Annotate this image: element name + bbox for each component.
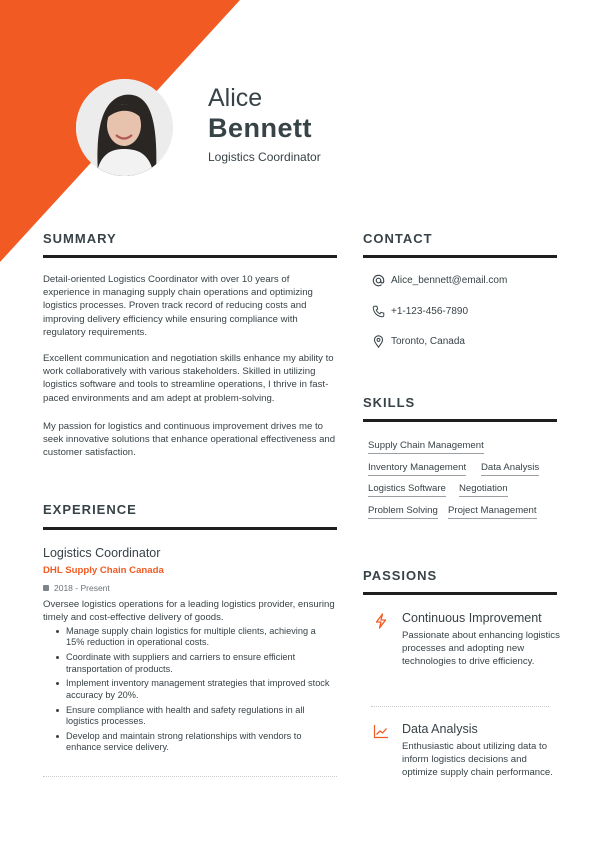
contact-location xyxy=(371,334,465,348)
experience-role: Logistics Coordinator xyxy=(43,546,161,560)
list-item: Ensure compliance with health and safety regulations in all logistics processes. xyxy=(56,705,332,728)
summary-rule xyxy=(43,255,337,258)
summary-heading: SUMMARY xyxy=(43,231,117,246)
contact-heading: CONTACT xyxy=(363,231,433,246)
contact-location-text: Toronto, Canada xyxy=(391,335,465,347)
list-item: Implement inventory management strategies that improved stock accuracy by 20%. xyxy=(56,678,332,701)
contact-phone xyxy=(371,304,468,318)
skill-tag: Data Analysis xyxy=(481,462,539,476)
summary-paragraph-2: Excellent communication and negotiation skills enhance my ability to work collaboratively with various stakeholders. Skilled in utilizing logistics software and tools to streamline operations, I thrive in fast-paced environments and am adept at problem-solving. xyxy=(43,353,334,404)
experience-bullets xyxy=(56,626,332,757)
passion-divider xyxy=(371,706,549,707)
experience-heading: EXPERIENCE xyxy=(43,502,137,517)
list-item: Develop and maintain strong relationships with vendors to enhance service delivery. xyxy=(56,731,332,754)
phone-icon xyxy=(371,304,385,318)
experience-dates xyxy=(43,583,110,593)
contact-email xyxy=(371,273,507,287)
passions-rule xyxy=(363,592,557,595)
skill-tag: Project Management xyxy=(448,505,537,519)
passion-description-1: Passionate about enhancing logistics processes and adopting new technologies to drive efficiency. xyxy=(402,630,560,668)
location-pin-icon xyxy=(371,334,385,348)
experience-summary: Oversee logistics operations for a leading logistics provider, ensuring timely and cost-effective delivery of goods. xyxy=(43,599,335,623)
list-item: Coordinate with suppliers and carriers to ensure efficient transportation of products. xyxy=(56,652,332,675)
avatar xyxy=(76,79,173,176)
last-name: Bennett xyxy=(208,113,312,143)
skill-tag: Problem Solving xyxy=(368,505,438,519)
profile-photo-icon xyxy=(76,79,173,176)
at-icon xyxy=(371,273,385,287)
job-title: Logistics Coordinator xyxy=(208,150,321,164)
experience-dates-text: 2018 - Present xyxy=(54,583,110,593)
summary-paragraph-3: My passion for logistics and continuous improvement drives me to seek innovative solutions that enhance operational effectiveness and customer satisfaction. xyxy=(43,421,336,459)
contact-phone-text[interactable]: +1-123-456-7890 xyxy=(391,305,469,317)
skills-heading: SKILLS xyxy=(363,395,416,410)
skills-rule xyxy=(363,419,557,422)
skill-tag: Logistics Software xyxy=(368,483,446,497)
skill-tag: Supply Chain Management xyxy=(368,440,484,454)
contact-rule xyxy=(363,255,557,258)
experience-company: DHL Supply Chain Canada xyxy=(43,565,164,576)
passion-title-2: Data Analysis xyxy=(402,722,478,736)
calendar-icon xyxy=(43,585,49,591)
experience-rule xyxy=(43,527,337,530)
lightning-icon xyxy=(373,613,389,629)
passions-heading: PASSIONS xyxy=(363,568,438,583)
skill-tag: Negotiation xyxy=(459,483,508,497)
experience-divider xyxy=(43,776,337,777)
list-item: Manage supply chain logistics for multiple clients, achieving a 15% reduction in operational costs. xyxy=(56,626,332,649)
summary-paragraph-1: Detail-oriented Logistics Coordinator with over 10 years of experience in managing supply chain operations and optimizing logistics processes. Proven track record of reducing costs and improving delivery efficiency while ensuring compliance with regulatory requirements. xyxy=(43,274,313,338)
first-name: Alice xyxy=(208,84,263,112)
trend-chart-icon xyxy=(373,723,389,739)
passion-title-1: Continuous Improvement xyxy=(402,611,542,625)
skill-tag: Inventory Management xyxy=(368,462,466,476)
contact-email-text[interactable]: Alice_bennett@email.com xyxy=(391,274,508,286)
passion-description-2: Enthusiastic about utilizing data to inform logistics decisions and optimize supply chain performance. xyxy=(402,741,553,779)
